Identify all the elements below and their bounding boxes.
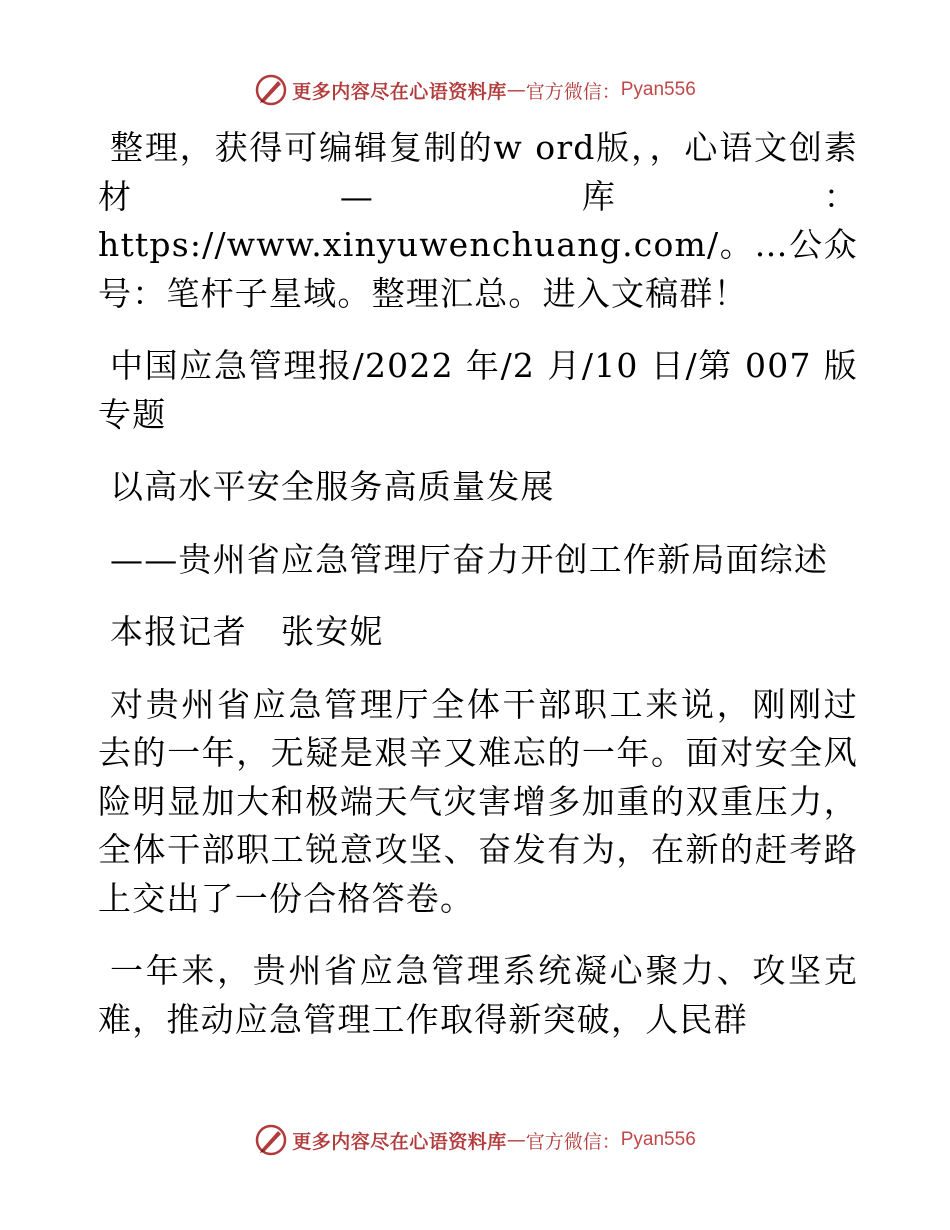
body-paragraph-2: 一年来，贵州省应急管理系统凝心聚力、攻坚克难，推动应急管理工作取得新突破，人民群 <box>98 951 858 1039</box>
banner-wechat-label: 官方微信： <box>525 1130 621 1153</box>
byline: 本报记者 张安妮 <box>110 612 384 651</box>
footer-banner <box>0 1120 950 1160</box>
pen-logo-icon <box>254 1123 288 1157</box>
body-paragraph-1: 对贵州省应急管理厅全体干部职工来说，刚刚过去的一年，无疑是艰辛又难忘的一年。面对安全风险明显加大和极端天气灾害增多加重的双重压力，全体干部职工锐意攻坚、奋发有为，在新的赶考路上交出了一份合格答卷。 <box>98 684 858 918</box>
banner-text: 更多内容尽在心语资料库 <box>292 80 507 103</box>
banner-dash: — <box>506 1129 526 1151</box>
banner-text: 更多内容尽在心语资料库 <box>292 1130 507 1153</box>
banner-wechat-id: Pyan556 <box>620 79 696 100</box>
source-line: 中国应急管理报/2022 年/2 月/10 日/第 007 版专题 <box>98 346 858 434</box>
pen-logo-icon <box>254 73 288 107</box>
banner-dash: — <box>506 79 526 101</box>
banner-wechat-label: 官方微信： <box>525 80 621 103</box>
notice-paragraph: 整理，获得可编辑复制的w ord版，，心语文创素材—库：https://www.xinyuwenchuang.com/。…公众号：笔杆子星域。整理汇总。进入文稿群！ <box>98 128 858 313</box>
article-subtitle: ——贵州省应急管理厅奋力开创工作新局面综述 <box>110 539 829 579</box>
document-body <box>98 124 858 1068</box>
article-title: 以高水平安全服务高质量发展 <box>110 467 555 506</box>
header-banner <box>0 70 950 110</box>
banner-wechat-id: Pyan556 <box>620 1129 696 1150</box>
